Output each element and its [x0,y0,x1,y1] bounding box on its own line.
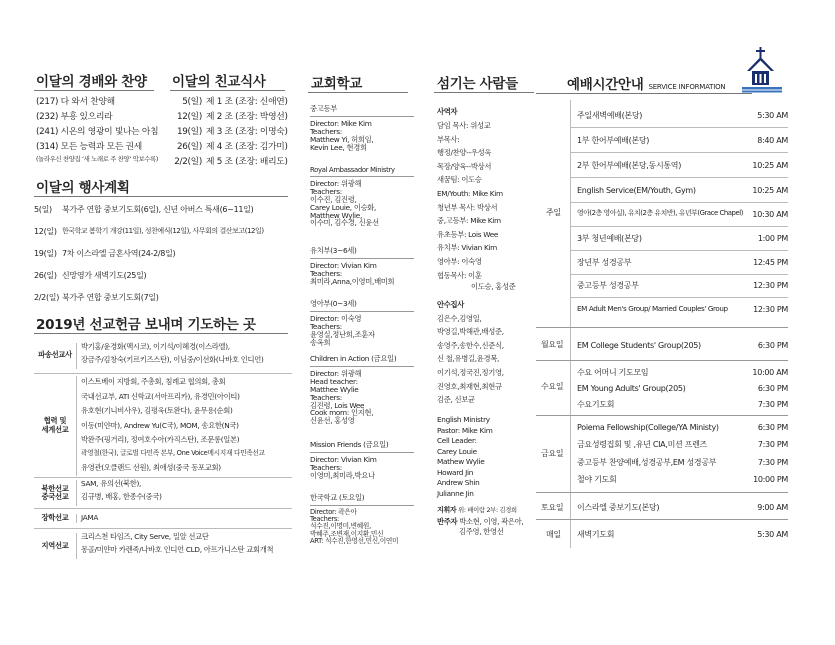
deacon-line: 박영길,박해관,배성준, [437,327,504,337]
mission-line: 박기홍/윤경화(멕시코), 이기석/이혜경(이스라엘), [81,341,230,351]
mission-group-lines [76,343,264,369]
english-line: Carey Louie [437,446,477,456]
mission-line: 김규병, 배홍, 한종수(중국) [81,492,162,501]
staff-line: 유치부: Vivian Kim [437,243,497,253]
mission-line: 장금주/김창숙(키르키즈스탄), 이님중/이선화(나바호 인디언) [81,354,264,364]
dept-body: Director: Vivian Kim Teachers: 이영미,최미라,박요나 [310,455,377,480]
dept-title: Children in Action (금요일) [310,354,414,367]
service-time: 10:25 AM [752,161,788,170]
conductor-label: 지휘자 [437,505,457,514]
mission-line: 이동(미얀마), Andrew Yu(C국), MOM, 송요한(N국) [81,420,239,430]
service-divider [570,100,571,548]
event-item [34,205,292,227]
deacon-line: 김준, 신보균 [437,395,475,405]
service-subtitle: SERVICE INFORMATION [648,83,726,91]
mission-line: JAMA [81,513,99,523]
day-separator [536,492,788,493]
accompanist-text: 박소현, 이영, 곽은아, [459,516,524,526]
service-time: 6:30 PM [757,341,788,350]
accompanist-line: 김주영, 한영선 [459,526,504,536]
staff-line: 새꿈팀: 이도승 [437,175,482,185]
mission-group [34,509,292,529]
service-title: 예배시간안내 [567,77,644,93]
service-time: 12:30 PM [753,281,788,290]
english-line: Julianne Jin [437,488,474,498]
deacon-line: 신 철,유병길,윤경복, [437,354,500,364]
fellowship-text: 제 1 조 (조장: 신애연) [206,97,288,107]
dept-body: Director: 곽은아 Teachers: 석수진,이명미,변혜원, 박혜주,조변재,이지환,민신 ART: 석수진,한영선,민신,이연미 [310,508,399,545]
fellowship-item [170,142,290,157]
staff-line: 목장/양육--박상서 [437,161,492,171]
staff-line: 중,고등부: Mike Kim [437,216,501,226]
mission-group-label: 북한선교 중국선교 [41,483,69,501]
deacon-line: 진영호,최재현,최현규 [437,381,502,391]
mission-group-lines [76,514,98,522]
event-date: 12(일) [34,227,57,236]
service-name: 중고등부 찬양예배,성경공부,EM 성경공부 [577,458,717,467]
mission-group [34,529,292,563]
day-separator [536,415,788,416]
service-row-rule [571,226,788,227]
event-text: 7차 이스라엘 금혼사역(24-2/8일) [62,249,176,258]
service-time: 6:30 PM [757,423,788,432]
service-name: 장년부 성경공부 [577,258,632,267]
service-name: 2부 한어부예배(본당,동시통역) [577,161,682,170]
mission-line: 크리스천 타임즈, City Serve, 밀알 선교단 [81,532,209,541]
fellowship-item [170,157,290,172]
mission-line: 유영관(오클랜드 선원), 최애성(중국 동포교회) [81,463,221,473]
staff-heading: 사역자 [437,107,458,116]
dept-title: 한국학교 (토요일) [310,493,414,506]
event-text: 한국학교 봄학기 개강(11일), 성찬예식(12일), 사무회의 결산보고(12일) [62,227,264,235]
events-title-rule [34,196,288,197]
event-date: 26(일) [34,271,57,280]
fellowship-text: 제 5 조 (조장: 배리도) [206,157,288,167]
service-row-rule [571,177,788,178]
service-time: 10:25 AM [752,186,788,195]
servants-list [437,108,542,536]
day-separator [536,327,788,328]
english-line: Mathew Wylie [437,457,485,467]
fellowship-text: 제 3 조 (조장: 이명숙) [206,127,288,137]
event-date: 2/2(일) [34,293,60,302]
event-item [34,227,292,249]
staff-line: 담임 목사: 위성교 [437,121,491,130]
mission-line: 몽골/미얀마 카렌족/나바호 인디언 CLD, 아프가니스탄 교회개척 [81,545,274,554]
service-name: EM Adult Men's Group/ Married Couples' Group [577,304,728,313]
mission-line: 박완주(핑거리), 정여호수아(카직스탄), 조문롱(일본) [81,434,240,444]
dept-block [310,354,414,440]
service-row-rule [571,127,788,128]
missions-title: 2019년 선교헌금 보내며 기도하는 곳 [36,317,256,333]
service-row-rule [571,250,788,251]
event-date: 5(일) [34,205,52,214]
fellowship-item [170,112,290,127]
dept-body: Director: 이숙영 Teachers: 윤영실,정난희,조훈자 송옥희 [310,314,375,347]
hymn-note: (놀라우신 찬양집 ‘새 노래로 주 찬양’ 악보수록) [36,156,159,163]
fellowship-item [170,97,290,112]
school-depts [310,104,414,545]
event-date: 19(일) [34,249,57,258]
events-list [34,205,292,315]
hymn-item: (232) 부흥 있으리라 [36,112,113,122]
fellowship-date: 2/2(일) [174,157,202,167]
staff-line: 협동목사: 이훈 [437,270,482,280]
fellowship-date: 26(일) [176,142,202,152]
dept-block [310,246,414,299]
fellowship-date: 5(일) [182,97,202,107]
dept-body: Director: 위광해 Head teacher: Matthee Wylie Teachers: 김진령, Lois Wee Cook mom: 인지현, 신윤선, 홍성영 [310,369,374,426]
hymn-item: (217) 다 와서 찬양해 [36,97,115,107]
staff-line: 영아부: 이숙영 [437,256,482,266]
events-title: 이달의 행사계획 [36,180,130,196]
service-row-rule [571,202,788,203]
service-name: 철야 기도회 [577,475,617,484]
service-name: 새벽기도회 [577,530,615,539]
service-time: 10:00 PM [753,475,788,484]
service-row-rule [571,152,788,153]
servants-title-rule [434,92,534,93]
dept-block [310,104,414,166]
service-day: 매일 [546,530,561,539]
service-title-rule [536,93,752,94]
servants-title: 섬기는 사람들 [437,76,518,92]
service-time: 6:30 PM [757,384,788,393]
mission-line: 이스트베이 지방회, 주총회, 침례교 협의회, 총회 [81,377,226,387]
staff-line: 이도승, 홍성준 [471,281,516,291]
event-text: 북가주 연합 중보기도회(6일), 신년 아버스 특새(6~11일) [62,205,254,214]
church-logo [742,47,782,93]
mission-line: 국내선교부, ATI 신학교(서아프리카), 유경민(아이티) [81,391,240,401]
service-name: 금요성령집회 및 ,유년 CIA,미션 프렌즈 [577,440,707,449]
service-name: English Service(EM/Youth, Gym) [577,186,696,195]
accompanist-label: 반주자 [437,516,458,526]
english-line: Cell Leader: [437,436,477,446]
mission-group-label: 지역선교 [41,540,69,550]
event-text: 신망영가 새벽기도(25일) [62,271,147,280]
service-name: 3부 청년예배(본당) [577,234,642,243]
service-time: 1:00 PM [757,234,788,243]
mission-line: 곽영철(한국), 글로벌 다민족 본부, One Voice메시지재 다민족선교 [81,449,265,458]
deacons-heading: 안수집사 [437,299,464,309]
mission-group-label: 협력 및 세계선교 [41,416,69,434]
service-time: 8:40 AM [757,136,788,145]
service-time: 12:30 PM [753,305,788,314]
dept-block [310,493,414,545]
fellowship-date: 19(일) [176,127,202,137]
staff-line: 행정/찬양--우성욱 [437,148,492,158]
mission-group [34,478,292,509]
fellowship-list [170,97,290,172]
service-name: EM Young Adults' Group(205) [577,384,686,393]
service-time: 10:00 AM [752,368,788,377]
service-name: 주일새벽예배(본당) [577,111,643,120]
english-line: Andrew Shin [437,478,480,488]
mission-group-lines [76,480,162,506]
english-line: English Ministry [437,415,490,425]
mission-group-lines [76,533,273,559]
dept-body: Director: 위광해 Teachers: 이수진, 김진령, Carey Louie, 이승화, Matthew Wylie, 이수미, 김수경, 신윤선 [310,179,379,228]
dept-block [310,299,414,354]
hymn-item: (241) 시온의 영광이 빛나는 아침 [36,127,159,137]
mission-group [34,338,292,374]
mission-line: 유호현(기니비사우), 김평욱(토완다), 윤무용(순회) [81,406,233,416]
service-name: 영아(2층 영아실), 유치(2층 유치반), 유년부(Grace Chapel) [577,209,743,217]
service-name: Poiema Fellowship(College/YA Ministy) [577,423,719,432]
mission-group-label: 장학선교 [41,513,69,523]
deacon-line: 김은수,김영일, [437,313,482,323]
staff-line: EM/Youth: Mike Kim [437,188,503,198]
service-day: 금요일 [541,449,564,458]
dept-body: Director: Vivian Kim Teachers: 최미라,Anna,이영미,배미희 [310,261,395,286]
event-item [34,293,292,315]
fellowship-text: 제 4 조 (조장: 김가미) [206,142,288,152]
service-name: 수요기도회 [577,400,615,409]
dept-title: 유치부(3~6세) [310,246,414,259]
service-time: 10:30 AM [752,210,788,219]
dept-block [310,440,414,493]
mission-group [34,374,292,478]
deacon-line: 송영주,송한수,신준식, [437,340,504,350]
staff-line: 청년부 목사: 박상서 [437,202,498,212]
service-time: 9:00 AM [757,503,788,512]
dept-title: 영아부(0~3세) [310,299,414,312]
service-name: 중고등부 성경공부 [577,281,639,290]
english-line: Pastor: Mike Kim [437,425,493,435]
service-name: 1부 한어부예배(본당) [577,136,650,145]
service-time: 7:30 PM [757,458,788,467]
service-time: 5:30 AM [757,530,788,539]
service-name: 수요 어머니 기도모임 [577,368,649,377]
school-title-rule [308,92,408,93]
service-row-rule [571,297,788,298]
event-text: 북가주 연합 중보기도회(7일) [62,293,159,302]
day-separator [536,519,788,520]
deacon-line: 이기석,정국진,정기영, [437,367,504,377]
service-day: 수요일 [541,382,564,391]
service-time: 12:45 PM [753,258,788,267]
hymns-title: 이달의 경배와 찬양 [36,74,147,90]
event-item [34,249,292,271]
service-title-wrap [567,73,725,93]
mission-group-label: 파송선교사 [38,350,72,360]
service-day: 월요일 [541,340,564,349]
fellowship-date: 12(일) [176,112,202,122]
day-separator [536,360,788,361]
dept-title: Mission Friends (금요일) [310,440,414,453]
school-title: 교회학교 [311,76,362,92]
english-line: Howard Jin [437,467,474,477]
hymns-list [36,97,158,163]
dept-title: Royal Ambassador Ministry [310,166,414,177]
hymn-item: (314) 모든 능력과 모든 권세 [36,142,142,152]
service-day: 토요일 [541,503,564,512]
event-item [34,271,292,293]
staff-line: 부목사: [437,134,460,144]
dept-body: Director: Mike Kim Teachers: Matthew Yi, 허희임, Kevin Lee, 현경희 [310,119,374,152]
mission-group-lines [76,376,265,476]
conductor-text: 위: 배이람 2부: 김경희 [458,506,517,514]
service-time: 7:30 PM [757,440,788,449]
fellowship-text: 제 2 조 (조장: 박영선) [206,112,288,122]
service-name: EM College Students' Group(205) [577,341,701,350]
missions-title-rule [34,333,288,334]
hymns-title-rule [34,90,154,91]
dept-block [310,166,414,246]
church-icon [742,47,782,93]
staff-line: 유초등부: Lois Wee [437,229,499,239]
missions-table [34,338,292,563]
fellowship-item [170,127,290,142]
service-row-rule [571,274,788,275]
service-name: 이스라엘 중보기도(본당) [577,503,660,512]
service-time: 5:30 AM [757,111,788,120]
dept-title: 중고등부 [310,104,414,117]
service-time: 7:30 PM [757,400,788,409]
service-day: 주일 [546,208,561,217]
fellowship-title-rule [170,90,285,91]
fellowship-title: 이달의 친교식사 [172,74,266,90]
mission-line: SAM, 유의선(북한), [81,479,142,488]
